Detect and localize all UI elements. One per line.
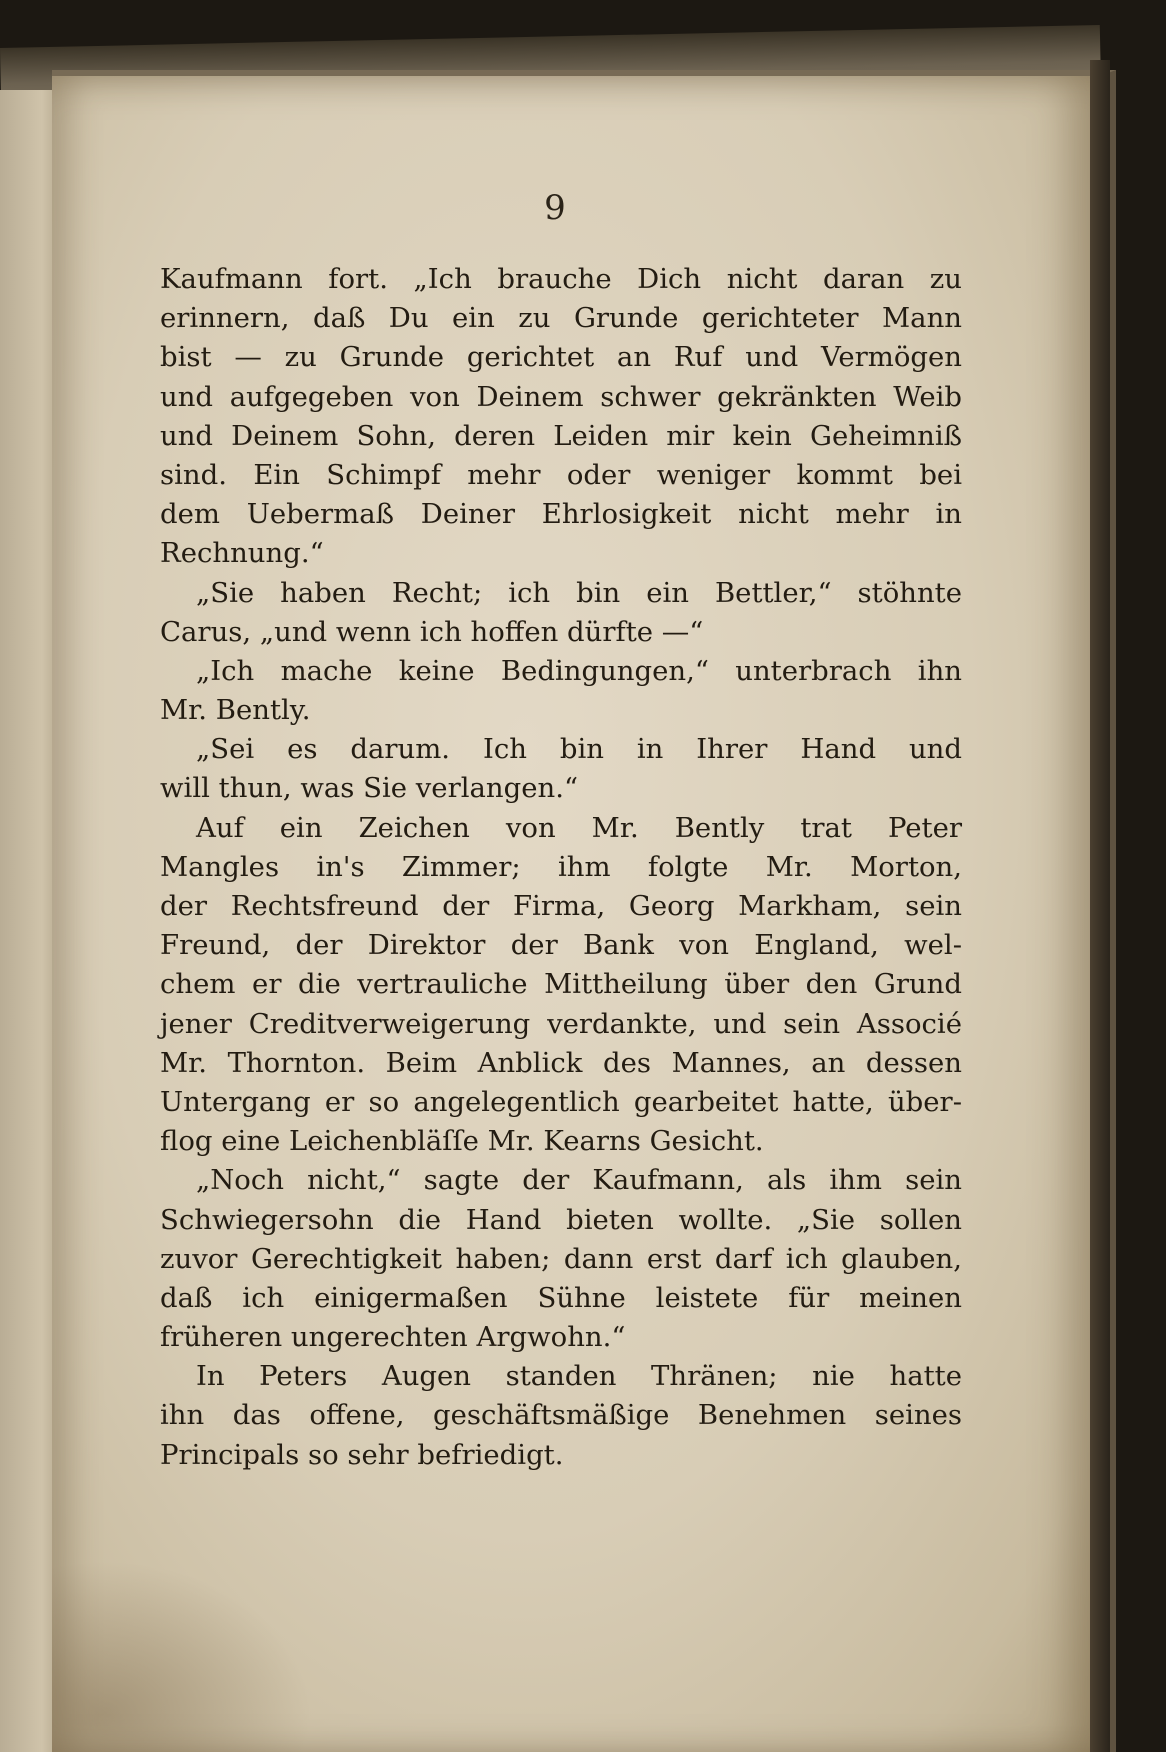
text-line: Carus, „und wenn ich hoffen dürfte —“ <box>160 615 704 648</box>
text-line: und Deinem Sohn, deren Leiden mir kein Geheimniß <box>160 419 962 452</box>
text-line: „Sie haben Recht; ich bin ein Bettler,“ stöhnte <box>196 576 962 609</box>
text-line: sind. Ein Schimpf mehr oder weniger kommt bei <box>160 458 962 491</box>
text-line: Mr. Thornton. Beim Anblick des Mannes, an dessen <box>160 1046 962 1079</box>
text-line: „Noch nicht,“ sagte der Kaufmann, als ihm sein <box>196 1164 962 1197</box>
text-line: Auf ein Zeichen von Mr. Bently trat Peter <box>196 811 962 844</box>
body-text <box>160 260 962 1475</box>
text-line: bist — zu Grunde gerichtet an Ruf und Vermögen <box>160 341 962 374</box>
text-line: „Sei es darum. Ich bin in Ihrer Hand und <box>196 733 962 766</box>
page-number: 9 <box>544 188 566 228</box>
text-line: Kaufmann fort. „Ich brauche Dich nicht daran zu <box>160 263 962 295</box>
text-line: will thun, was Sie verlangen.“ <box>160 772 579 805</box>
text-line: erinnern, daß Du ein zu Grunde gerichteter Mann <box>160 302 962 335</box>
text-line: daß ich einigermaßen Sühne leistete für meinen <box>160 1281 962 1314</box>
text-line: Mr. Bently. <box>160 694 311 727</box>
page-stain <box>52 1560 312 1752</box>
text-line: jener Creditverweigerung verdankte, und sein Associé <box>160 1007 962 1040</box>
text-line: ihn das offene, geschäftsmäßige Benehmen seines <box>160 1399 962 1432</box>
text-line: Schwiegersohn die Hand bieten wollte. „Sie sollen <box>160 1203 962 1236</box>
text-line: chem er die vertrauliche Mittheilung über den Grund <box>160 968 962 1001</box>
text-line: früheren ungerechten Argwohn.“ <box>160 1321 626 1354</box>
text-line: Untergang er so angelegentlich gearbeitet hatte, über- <box>160 1085 962 1118</box>
text-line: In Peters Augen standen Thränen; nie hatte <box>196 1360 962 1393</box>
text-line: Rechnung.“ <box>160 537 324 570</box>
text-line: flog eine Leichenbläſſe Mr. Kearns Gesicht. <box>160 1125 764 1158</box>
text-line: der Rechtsfreund der Firma, Georg Markham, sein <box>160 890 962 922</box>
text-line: Freund, der Direktor der Bank von England, wel- <box>160 929 962 962</box>
text-line: dem Uebermaß Deiner Ehrlosigkeit nicht mehr in <box>160 498 962 531</box>
text-line: Principals so sehr befriedigt. <box>160 1438 564 1471</box>
book-cover-right-edge <box>1090 60 1110 1752</box>
text-line: „Ich mache keine Bedingungen,“ unterbrach ihn <box>196 654 962 687</box>
text-line: Mangles in's Zimmer; ihm folgte Mr. Morton, <box>160 850 962 883</box>
text-line: zuvor Gerechtigkeit haben; dann erst darf ich glauben, <box>160 1242 962 1275</box>
text-line: und aufgegeben von Deinem schwer gekränkten Weib <box>160 380 962 413</box>
